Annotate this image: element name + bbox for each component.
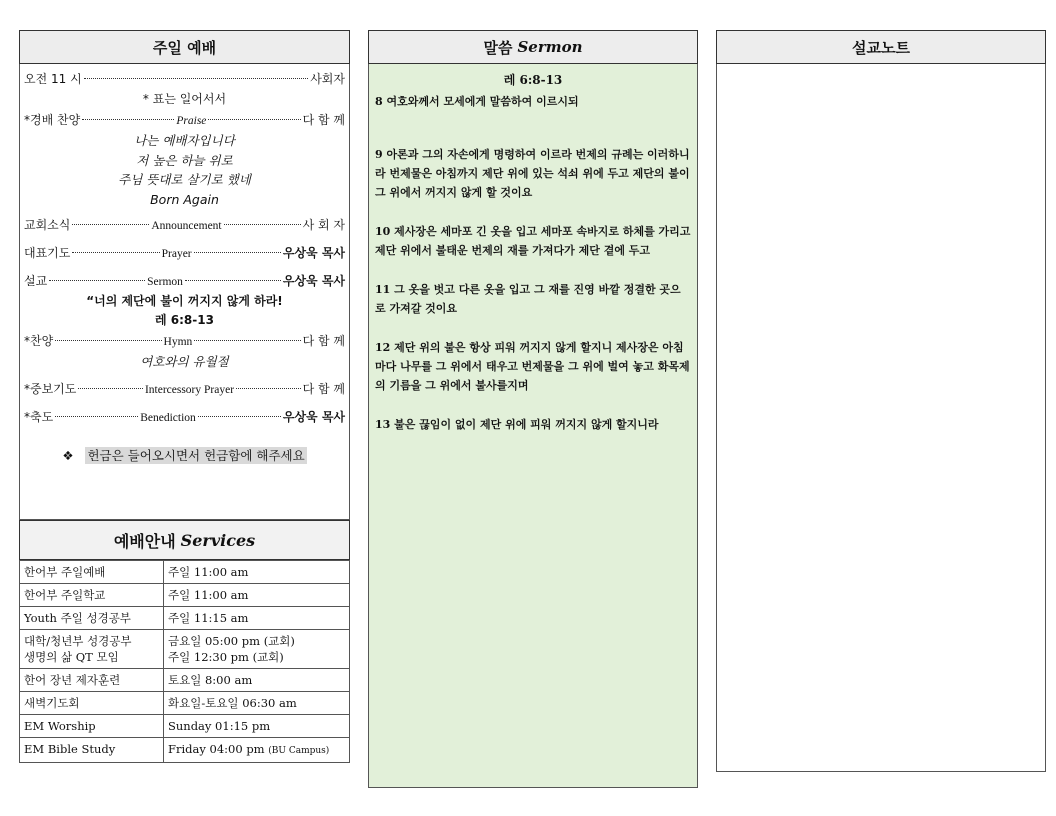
sermon-title: “너의 제단에 불이 꺼지지 않게 하라!	[86, 294, 283, 308]
praise-song: 저 높은 하늘 위로	[136, 152, 233, 168]
intercession-row: *중보기도 Intercessory Prayer 다 함 께	[24, 381, 345, 396]
praise-song: 주님 뜻대로 살기로 했네	[118, 172, 251, 187]
sermon-panel	[368, 30, 698, 788]
table-row: 새벽기도회 화요일-토요일 06:30 am	[20, 692, 350, 715]
scripture-reference: 레 6:8-13	[503, 73, 563, 87]
prayer-row: 대표기도 Prayer 우상욱 목사	[24, 246, 345, 260]
praise-row: *경배 찬양 Praise 다 함 께	[24, 113, 345, 127]
verse: 10 제사장은 세마포 긴 옷을 입고 세마포 속바지로 하체를 가리고 제단 위에서 불태운 번제의 재를 가져다가 제단 곁에 두고	[375, 225, 691, 257]
table-row: Youth 주일 성경공부 주일 11:15 am	[20, 607, 350, 630]
worship-title: 주일 예배	[19, 30, 350, 64]
verse: 8 여호와께서 모세에게 말씀하여 이르시되	[375, 95, 579, 108]
table-row: 한어부 주일예배 주일 11:00 am	[20, 561, 350, 584]
praise-song: Born Again	[150, 191, 219, 207]
benediction-row: *축도 Benediction 우상욱 목사	[24, 409, 345, 424]
table-row: 한어부 주일학교 주일 11:00 am	[20, 584, 350, 607]
sermon-reference: 레 6:8-13	[155, 313, 214, 327]
praise-song: 나는 예배자입니다	[134, 133, 235, 148]
services-title: 예배안내 Services	[19, 520, 350, 560]
standing-note: * 표는 일어서서	[142, 92, 227, 106]
services-table	[19, 560, 350, 763]
hymn-title: 여호와의 유월절	[140, 354, 229, 369]
sermon-notes-panel	[716, 30, 1046, 772]
opening-row: 오전 11 시 사회자	[24, 72, 345, 86]
announcement-row: 교회소식 Announcement 사 회 자	[24, 218, 346, 232]
sermon-row: 설교 Sermon 우상욱 목사	[24, 274, 346, 288]
diamond-bullet-icon: ❖	[62, 447, 74, 463]
table-row: 대학/청년부 성경공부 생명의 삶 QT 모임 금요일 05:00 pm (교회) 주일 12:30 pm (교회)	[20, 630, 350, 669]
notes-title: 설교노트	[716, 30, 1046, 64]
table-row: 한어 장년 제자훈련 토요일 8:00 am	[20, 669, 350, 692]
verse: 12 제단 위의 불은 항상 피워 꺼지지 않게 할지니 제사장은 아침마다 나무를 그 위에서 태우고 번제물을 그 위에 벌여 놓고 화목제의 기름을 그 위에서 불사를지며	[375, 341, 690, 392]
verse: 9 아론과 그의 자손에게 명령하여 이르라 번제의 규례는 이러하니라 번제물은 아침까지 제단 위에 있는 석쇠 위에 두고 제단의 불이 그 위에서 꺼지지 않게 할 것이요	[375, 148, 690, 199]
table-row: EM Bible Study Friday 04:00 pm (BU Campus)	[20, 738, 350, 763]
offering-note: ❖ 헌금은 들어오시면서 헌금함에 해주세요	[62, 447, 305, 463]
praise-song-list	[20, 131, 349, 209]
sermon-panel-title: 말씀 Sermon	[368, 30, 698, 64]
hymn-row: *찬양 Hymn 다 함 께	[24, 334, 345, 348]
table-row: EM Worship Sunday 01:15 pm	[20, 715, 350, 738]
services-panel	[19, 520, 350, 763]
verse: 11 그 옷을 벗고 다른 옷을 입고 그 재를 진영 바깥 정결한 곳으로 가져갈 것이요	[375, 283, 681, 315]
worship-order-panel	[19, 30, 350, 520]
verse: 13 불은 끊임이 없이 제단 위에 피워 꺼지지 않게 할지니라	[375, 418, 659, 431]
